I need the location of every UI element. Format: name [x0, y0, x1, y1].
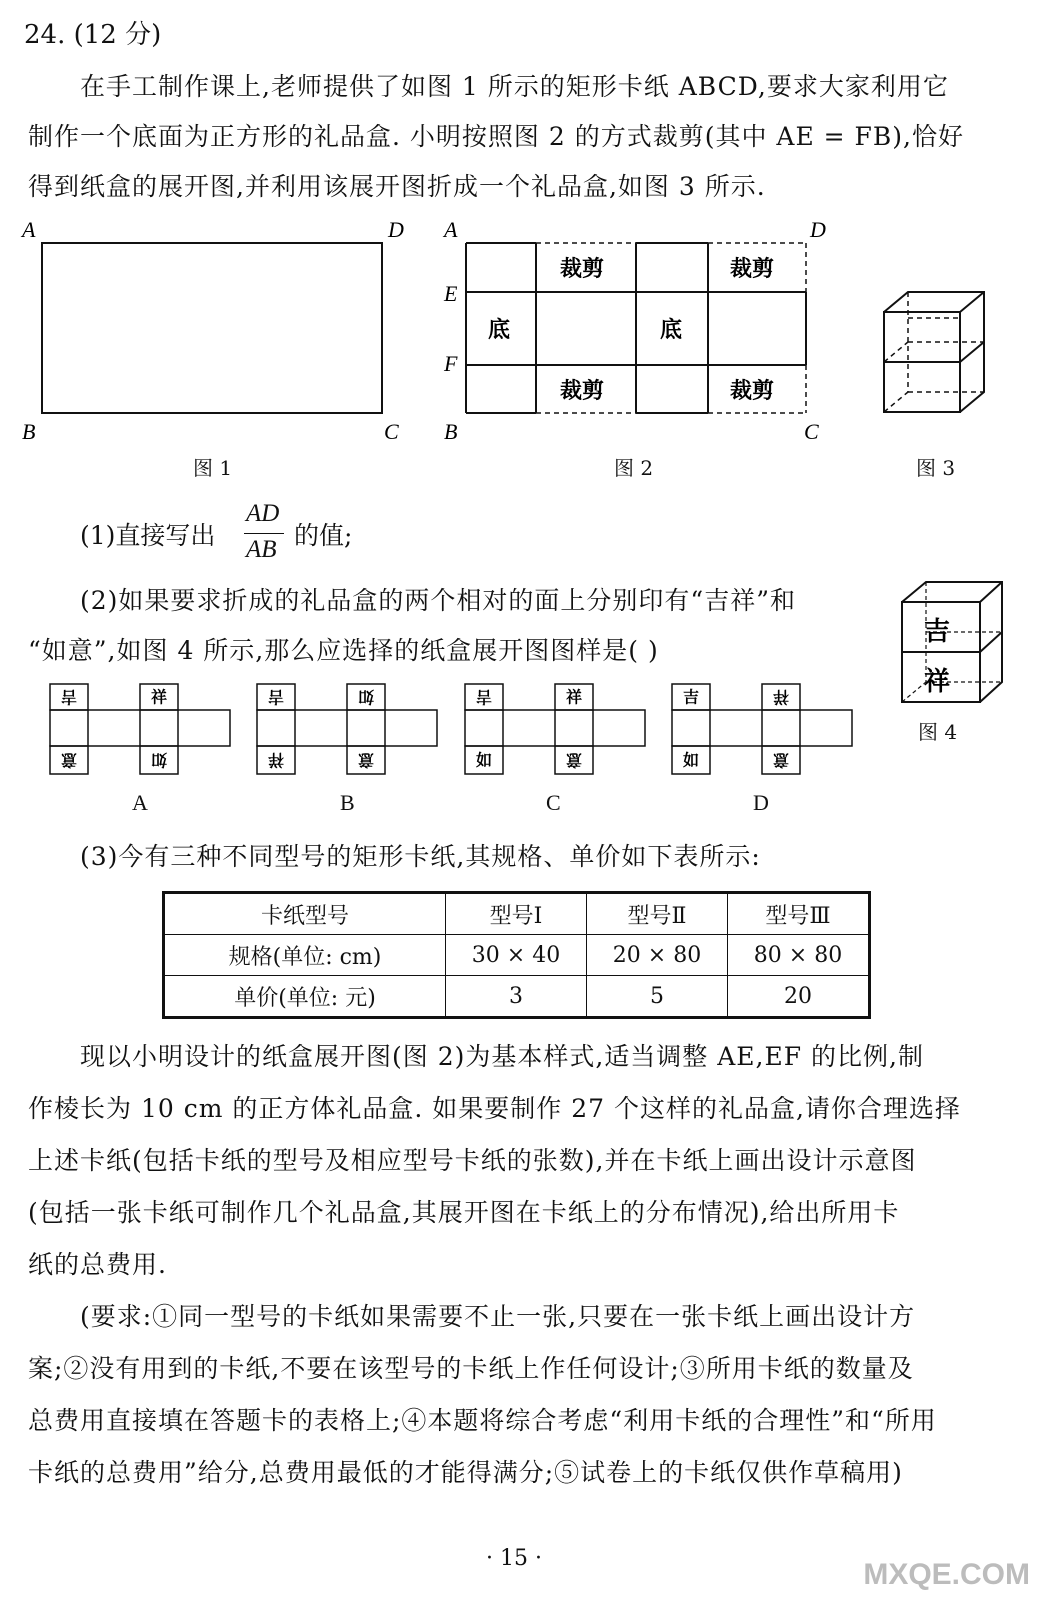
fig2-label-a: A — [444, 217, 458, 242]
fig1-caption: 图 1 — [193, 456, 233, 480]
fig4-top-text: 吉 — [924, 617, 951, 647]
question-number-text: 24. — [24, 20, 66, 50]
figure-4-cube — [898, 578, 1008, 708]
table-cell: 80 × 80 — [728, 935, 870, 976]
option-a-net[interactable] — [50, 684, 240, 780]
fig2-label-d: D — [810, 217, 826, 242]
option-d-net[interactable] — [672, 684, 862, 780]
intro-line-1: 在手工制作课上,老师提供了如图 1 所示的矩形卡纸 ABCD,要求大家利用它 — [80, 72, 949, 101]
option-b-br: 意 — [357, 750, 375, 770]
intro-line-2: 制作一个底面为正方形的礼品盒. 小明按照图 2 的方式裁剪(其中 AE = FB),恰好 — [28, 122, 964, 151]
table-cell: 30 × 40 — [446, 935, 587, 976]
fig2-base-right: 底 — [660, 317, 683, 343]
table-header-row — [164, 893, 870, 935]
figure-2 — [440, 215, 840, 459]
figure-1-rectangle — [20, 215, 420, 455]
table-cell: 3 — [446, 976, 587, 1018]
table-cell: 单价(单位: 元) — [164, 976, 446, 1018]
option-a-tl: 吉 — [60, 687, 78, 707]
fig2-label-e: E — [444, 281, 458, 306]
option-a-br: 如 — [150, 750, 168, 770]
fraction-bar — [244, 533, 284, 534]
fig1-label-d: D — [388, 217, 404, 242]
page-number: · 15 · — [486, 1546, 542, 1571]
figure-1 — [20, 215, 420, 459]
body-p2-line-2: 案;②没有用到的卡纸,不要在该型号的卡纸上作任何设计;③所用卡纸的数量及 — [28, 1354, 914, 1383]
fig2-label-b: B — [444, 419, 458, 444]
part-1-denominator: AB — [246, 536, 277, 563]
body-p2-line-1: (要求:①同一型号的卡纸如果需要不止一张,只要在一张卡纸上画出设计方 — [80, 1302, 916, 1331]
part-3-intro: (3)今有三种不同型号的矩形卡纸,其规格、单价如下表所示: — [80, 842, 761, 871]
table-row — [164, 935, 870, 976]
figure-3 — [880, 290, 1000, 424]
body-p1-line-3: 上述卡纸(包括卡纸的型号及相应型号卡纸的张数),并在卡纸上画出设计示意图 — [28, 1146, 917, 1175]
table-cell: 20 × 80 — [587, 935, 728, 976]
fig4-bottom-text: 祥 — [924, 667, 951, 697]
fig2-cut-top-right: 裁剪 — [730, 256, 775, 282]
fig2-label-f: F — [444, 351, 458, 376]
question-points: (12 分) — [73, 20, 162, 50]
watermark: MXQE.COM — [863, 1558, 1030, 1591]
part-1 — [80, 500, 480, 570]
fig2-cut-bottom-right: 裁剪 — [730, 378, 775, 404]
table-header: 型号Ⅲ — [728, 893, 870, 935]
table-cell: 20 — [728, 976, 870, 1018]
option-c-net[interactable] — [465, 684, 655, 780]
fig1-label-a: A — [22, 217, 36, 242]
fig1-label-c: C — [384, 419, 399, 444]
table-header: 型号Ⅱ — [587, 893, 728, 935]
fig2-cut-top-left: 裁剪 — [560, 256, 605, 282]
body-p1-line-1: 现以小明设计的纸盒展开图(图 2)为基本样式,适当调整 AE,EF 的比例,制 — [80, 1042, 924, 1071]
option-b-bl: 祥 — [267, 750, 285, 770]
part-1-suffix: 的值; — [294, 521, 353, 550]
fig2-cut-bottom-left: 裁剪 — [560, 378, 605, 404]
fig4-caption: 图 4 — [918, 720, 958, 744]
option-c-letter[interactable]: C — [546, 790, 561, 815]
figure-4 — [898, 578, 1008, 712]
body-p1-line-5: 纸的总费用. — [28, 1250, 167, 1279]
option-b-tr: 如 — [357, 687, 375, 707]
body-p2-line-4: 卡纸的总费用”给分,总费用最低的才能得满分;⑤试卷上的卡纸仅供作草稿用) — [28, 1458, 903, 1487]
part-1-numerator: AD — [246, 500, 280, 527]
table-header: 卡纸型号 — [164, 893, 446, 935]
option-d-tl: 吉 — [682, 687, 700, 707]
fig2-label-c: C — [804, 419, 819, 444]
body-p1-line-2: 作棱长为 10 cm 的正方体礼品盒. 如果要制作 27 个这样的礼品盒,请你合理选择 — [28, 1094, 961, 1123]
table-row — [164, 976, 870, 1018]
intro-line-3: 得到纸盒的展开图,并利用该展开图折成一个礼品盒,如图 3 所示. — [28, 172, 766, 201]
option-c-tr: 祥 — [565, 687, 583, 707]
part-2-line-1: (2)如果要求折成的礼品盒的两个相对的面上分别印有“吉祥”和 — [80, 586, 796, 615]
figure-2-net — [440, 215, 840, 455]
option-a-bl: 意 — [60, 750, 78, 770]
question-number — [24, 14, 161, 51]
table-header: 型号Ⅰ — [446, 893, 587, 935]
option-d-br: 意 — [772, 750, 790, 770]
fig3-caption: 图 3 — [916, 456, 956, 480]
body-p1-line-4: (包括一张卡纸可制作几个礼品盒,其展开图在卡纸上的分布情况),给出所用卡 — [28, 1198, 900, 1227]
option-b-letter[interactable]: B — [340, 790, 355, 815]
option-d-letter[interactable]: D — [753, 790, 769, 815]
table-cell: 规格(单位: cm) — [164, 935, 446, 976]
part-2-line-2: “如意”,如图 4 所示,那么应选择的纸盒展开图图样是( ) — [28, 636, 659, 665]
option-d-bl: 如 — [682, 750, 700, 770]
option-a-letter[interactable]: A — [132, 790, 148, 815]
option-c-br: 意 — [565, 750, 583, 770]
fig1-label-b: B — [22, 419, 36, 444]
figure-3-cube — [880, 290, 1000, 420]
spec-table — [162, 891, 871, 1019]
part-1-prefix: (1)直接写出 — [80, 521, 216, 550]
option-c-bl: 如 — [475, 750, 493, 770]
table-cell: 5 — [587, 976, 728, 1018]
option-c-tl: 吉 — [475, 687, 493, 707]
body-p2-line-3: 总费用直接填在答题卡的表格上;④本题将综合考虑“利用卡纸的合理性”和“所用 — [28, 1406, 937, 1435]
option-d-tr: 祥 — [772, 687, 790, 707]
option-b-tl: 吉 — [267, 687, 285, 707]
option-b-net[interactable] — [257, 684, 447, 780]
fig2-base-left: 底 — [488, 317, 511, 343]
fig2-caption: 图 2 — [614, 456, 654, 480]
option-a-tr: 祥 — [150, 687, 168, 707]
